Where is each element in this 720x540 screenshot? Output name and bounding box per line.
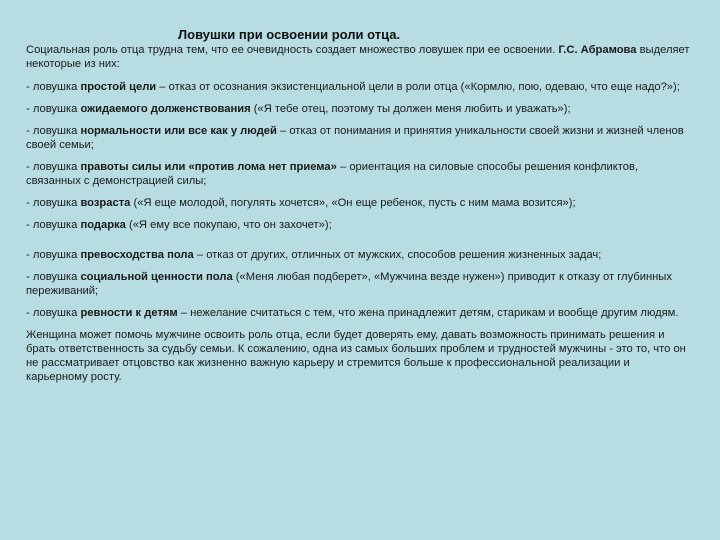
trap-prefix: - ловушка: [26, 219, 81, 231]
trap-prefix: - ловушка: [26, 161, 81, 173]
intro-paragraph: [26, 43, 694, 71]
slide-title: Ловушки при освоении роли отца.: [178, 27, 401, 42]
trap-description: – отказ от осознания экзистенциальной цели в роли отца («Кормлю, пою, одеваю, что еще надо?»);: [156, 81, 680, 93]
trap-item: [26, 248, 694, 262]
spacer: [26, 240, 694, 248]
trap-item: [26, 160, 694, 188]
trap-description: – отказ от других, отличных от мужских, способов решения жизненных задач;: [193, 249, 602, 261]
trap-description: («Меня любая подберет», «Мужчина везде нужен») приводит к отказу от глубинных переживаний;: [26, 271, 672, 297]
trap-item: [26, 196, 694, 210]
intro-text-2: выделяет некоторые из них:: [26, 44, 690, 70]
trap-item: [26, 80, 694, 94]
trap-name: ожидаемого долженствования: [80, 103, 251, 115]
trap-name: нормальности или все как у людей: [80, 125, 277, 137]
trap-prefix: - ловушка: [26, 197, 81, 209]
trap-name: правоты силы или «против лома нет приема»: [80, 161, 337, 173]
trap-description: («Я еще молодой, погулять хочется», «Он еще ребенок, пусть с ним мама возится»);: [130, 197, 576, 209]
trap-name: возраста: [80, 197, 131, 209]
trap-description: («Я ему все покупаю, что он захочет»);: [125, 219, 332, 231]
trap-description: – нежелание считаться с тем, что жена принадлежит детям, старикам и вообще другим людям.: [177, 307, 679, 319]
trap-name: социальной ценности пола: [80, 271, 233, 283]
trap-name: простой цели: [80, 81, 157, 93]
trap-item: [26, 218, 694, 232]
trap-item: [26, 306, 694, 320]
trap-prefix: - ловушка: [26, 271, 81, 283]
trap-description: («Я тебе отец, поэтому ты должен меня любить и уважать»);: [250, 103, 571, 115]
trap-item: [26, 102, 694, 116]
trap-prefix: - ловушка: [26, 307, 81, 319]
slide-content: [26, 43, 694, 392]
intro-author: Г.С. Абрамова: [558, 44, 637, 56]
trap-description: – отказ от понимания и принятия уникальности своей жизни и жизней членов своей семьи;: [26, 125, 684, 151]
trap-prefix: - ловушка: [26, 249, 81, 261]
conclusion-paragraph: Женщина может помочь мужчине освоить роль отца, если будет доверять ему, давать возможность принимать решения и брать ответственность за судьбу семьи. К сожалению, одна из самых больших проблем и трудностей мужчины - это то, что он не рассматривает отцовство как жизненно важную карьеру и стремится больше к профессиональной реализации и карьерному росту.: [26, 329, 686, 383]
trap-prefix: - ловушка: [26, 103, 81, 115]
trap-item: [26, 124, 694, 152]
trap-name: подарка: [80, 219, 126, 231]
trap-prefix: - ловушка: [26, 125, 81, 137]
trap-description: – ориентация на силовые способы решения конфликтов, связанных с демонстрацией силы;: [26, 161, 639, 187]
trap-prefix: - ловушка: [26, 81, 81, 93]
trap-item: [26, 270, 694, 298]
trap-name: ревности к детям: [80, 307, 178, 319]
intro-text: Социальная роль отца трудна тем, что ее очевидность создает множество ловушек при ее освоении.: [26, 44, 559, 56]
trap-name: превосходства пола: [80, 249, 194, 261]
